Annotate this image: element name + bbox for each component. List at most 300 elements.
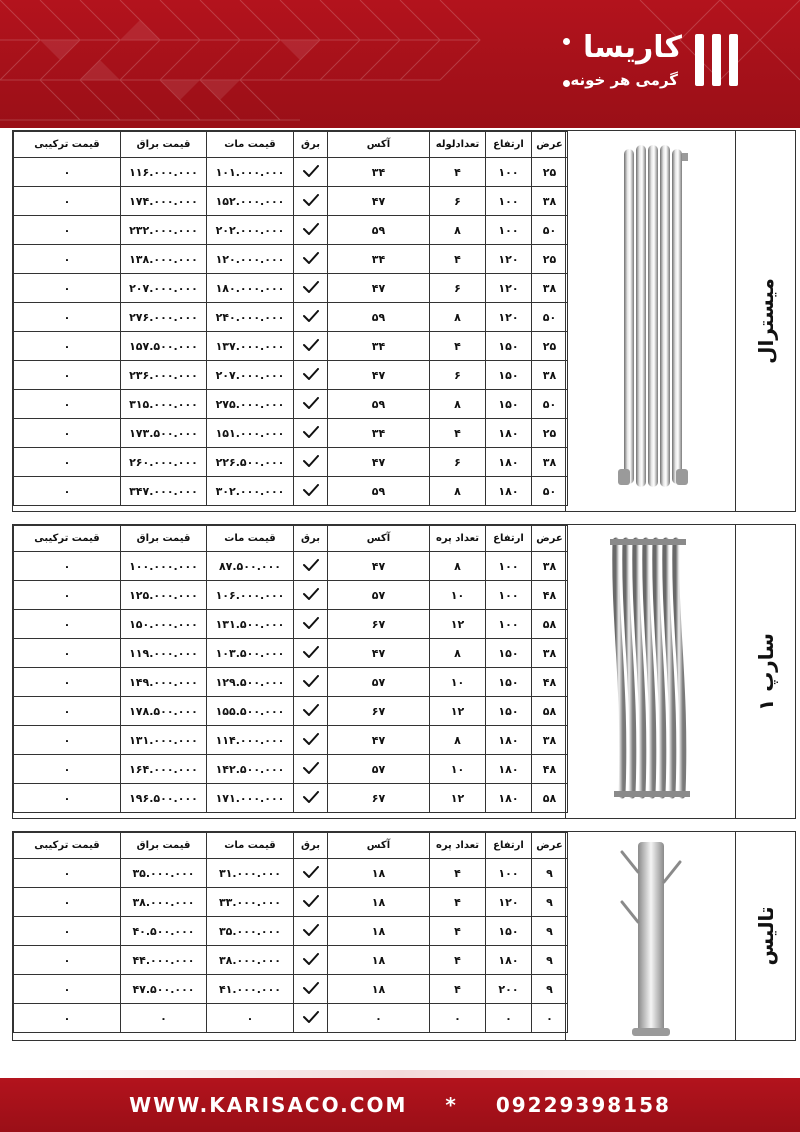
table-cell: ۱۸۰.۰۰۰.۰۰۰ [207,274,294,303]
table-row [14,448,568,477]
table-cell: ۱۵۰ [486,639,532,668]
electric-cell [294,216,328,245]
product-name-cell [735,525,795,818]
table-cell: ۱۸ [328,917,430,946]
product-name: میسترال [753,278,778,364]
table-cell: ۱۰ [430,581,486,610]
electric-cell [294,303,328,332]
table-cell: ۲۰۲.۰۰۰.۰۰۰ [207,216,294,245]
price-table [13,131,568,506]
table-cell: ۱۰ [430,755,486,784]
table-cell: ۱۰۶.۰۰۰.۰۰۰ [207,581,294,610]
table-cell: ۱۲۵.۰۰۰.۰۰۰ [121,581,207,610]
table-cell: ۴۸ [532,581,568,610]
electric-cell [294,859,328,888]
electric-cell [294,552,328,581]
price-table-wrapper [13,525,567,818]
table-cell: ۰ [14,216,121,245]
table-cell: ۳۴ [328,245,430,274]
table-cell: ۴۷ [328,361,430,390]
price-table-wrapper [13,131,567,511]
table-cell: ۱۵۷.۵۰۰.۰۰۰ [121,332,207,361]
table-cell: ۱۲۰.۰۰۰.۰۰۰ [207,245,294,274]
column-header: قیمت ترکیبی [14,526,121,552]
table-cell: ۰ [14,245,121,274]
table-cell: ۱۵۵.۵۰۰.۰۰۰ [207,697,294,726]
table-cell: ۶ [430,361,486,390]
column-header: قیمت ترکیبی [14,132,121,158]
table-cell: ۱۰۰ [486,859,532,888]
check-icon [303,339,319,351]
table-cell: ۸ [430,477,486,506]
table-cell: ۱۸۰ [486,419,532,448]
footer-divider [0,1070,800,1078]
table-cell: ۱۰۰ [486,216,532,245]
electric-cell [294,697,328,726]
logo-name: کاریسا [582,30,682,65]
separator-star: * [445,1093,458,1117]
check-icon [303,953,319,965]
table-cell: ۳۵.۰۰۰.۰۰۰ [207,917,294,946]
table-row [14,361,568,390]
electric-cell [294,610,328,639]
table-row [14,552,568,581]
table-row [14,639,568,668]
table-cell: ۴ [430,975,486,1004]
table-row [14,917,568,946]
table-cell: ۱۶۴.۰۰۰.۰۰۰ [121,755,207,784]
table-cell: ۲۷۶.۰۰۰.۰۰۰ [121,303,207,332]
table-cell: ۱۱۴.۰۰۰.۰۰۰ [207,726,294,755]
table-cell: ۵۰ [532,303,568,332]
table-cell: ۵۷ [328,581,430,610]
check-icon [303,1011,319,1023]
electric-cell [294,332,328,361]
table-cell: ۱۵۱.۰۰۰.۰۰۰ [207,419,294,448]
table-cell: ۱۲ [430,697,486,726]
table-row [14,245,568,274]
electric-cell [294,668,328,697]
table-cell: ۲۵ [532,419,568,448]
radiator-wave-image [566,525,736,818]
table-cell: ۰ [14,888,121,917]
table-row [14,390,568,419]
table-cell: ۱۰۱.۰۰۰.۰۰۰ [207,158,294,187]
table-cell: ۳۸ [532,448,568,477]
table-row [14,216,568,245]
electric-cell [294,361,328,390]
table-cell: ۳۸ [532,187,568,216]
electric-cell [294,448,328,477]
table-cell: ۱۳۷.۰۰۰.۰۰۰ [207,332,294,361]
table-cell: ۶۷ [328,784,430,813]
table-cell: ۱۵۲.۰۰۰.۰۰۰ [207,187,294,216]
table-cell: ۱۰۰ [486,552,532,581]
table-cell: ۲۴۰.۰۰۰.۰۰۰ [207,303,294,332]
column-header: آکس [328,526,430,552]
table-cell: ۴۷ [328,187,430,216]
table-cell: ۰ [14,390,121,419]
electric-cell [294,639,328,668]
check-icon [303,368,319,380]
table-cell: ۰ [14,552,121,581]
table-row [14,581,568,610]
table-cell: ۱۸۰ [486,477,532,506]
column-header: قیمت مات [207,526,294,552]
table-cell: ۴۱.۰۰۰.۰۰۰ [207,975,294,1004]
table-cell: ۱۵۰ [486,668,532,697]
table-cell: ۱۳۸.۰۰۰.۰۰۰ [121,245,207,274]
table-row [14,946,568,975]
check-icon [303,617,319,629]
table-cell: ۱۸ [328,888,430,917]
table-cell: ۱۰۰ [486,158,532,187]
check-icon [303,223,319,235]
table-cell: ۰ [14,581,121,610]
table-cell: ۱۸ [328,946,430,975]
column-header: عرض [532,833,568,859]
table-row [14,859,568,888]
table-cell: ۹ [532,975,568,1004]
table-cell: ۶ [430,187,486,216]
table-row [14,303,568,332]
phone-number[interactable]: 09229398158 [495,1093,671,1117]
table-cell: ۸ [430,216,486,245]
table-cell: ۰ [486,1004,532,1033]
check-icon [303,397,319,409]
table-cell: ۱۵۰.۰۰۰.۰۰۰ [121,610,207,639]
table-cell: ۹ [532,917,568,946]
radiator-column-image [566,832,736,1040]
table-cell: ۰ [14,158,121,187]
logo-tagline: گرمی هر خونه [570,71,678,89]
table-cell: ۴۰.۵۰۰.۰۰۰ [121,917,207,946]
electric-cell [294,784,328,813]
table-cell: ۰ [14,332,121,361]
table-cell: ۱۲۰ [486,274,532,303]
table-cell: ۰ [14,1004,121,1033]
table-cell: ۶ [430,274,486,303]
table-cell: ۱۱۹.۰۰۰.۰۰۰ [121,639,207,668]
table-cell: ۵۸ [532,610,568,639]
table-cell: ۵۸ [532,697,568,726]
table-row [14,726,568,755]
table-cell: ۰ [14,639,121,668]
table-header-row [14,526,568,552]
electric-cell [294,888,328,917]
table-cell: ۱۲۰ [486,245,532,274]
table-cell: ۰ [14,274,121,303]
table-cell: ۱۸۰ [486,755,532,784]
table-cell: ۱۳۱.۵۰۰.۰۰۰ [207,610,294,639]
electric-cell [294,1004,328,1033]
table-cell: ۹ [532,888,568,917]
table-cell: ۶۷ [328,610,430,639]
table-cell: ۰ [14,610,121,639]
table-cell: ۳۰۲.۰۰۰.۰۰۰ [207,477,294,506]
table-cell: ۰ [14,946,121,975]
column-header: قیمت براق [121,526,207,552]
table-cell: ۰ [121,1004,207,1033]
check-icon [303,194,319,206]
product-section-sarp [12,524,796,819]
table-row [14,755,568,784]
table-cell: ۴۷ [328,639,430,668]
check-icon [303,675,319,687]
electric-cell [294,390,328,419]
table-cell: ۱۵۰ [486,332,532,361]
table-cell: ۱۷۸.۵۰۰.۰۰۰ [121,697,207,726]
column-header: برق [294,526,328,552]
column-header: ارتفاع [486,526,532,552]
table-cell: ۱۷۳.۵۰۰.۰۰۰ [121,419,207,448]
electric-cell [294,726,328,755]
table-cell: ۱۰۳.۵۰۰.۰۰۰ [207,639,294,668]
column-header: تعداد پره [430,526,486,552]
table-cell: ۱۲۹.۵۰۰.۰۰۰ [207,668,294,697]
table-row [14,668,568,697]
check-icon [303,310,319,322]
table-cell: ۱۳۱.۰۰۰.۰۰۰ [121,726,207,755]
table-cell: ۰ [14,419,121,448]
column-header: قیمت مات [207,132,294,158]
column-header: قیمت براق [121,833,207,859]
table-row [14,784,568,813]
table-cell: ۳۴ [328,332,430,361]
column-header: آکس [328,833,430,859]
footer-banner [0,1078,800,1132]
table-cell: ۱۵۰ [486,361,532,390]
table-cell: ۳۴ [328,419,430,448]
table-cell: ۱۱۶.۰۰۰.۰۰۰ [121,158,207,187]
column-header: برق [294,833,328,859]
table-cell: ۰ [532,1004,568,1033]
table-cell: ۰ [207,1004,294,1033]
header-banner [0,0,800,128]
electric-cell [294,917,328,946]
product-image-cell [565,131,735,511]
table-cell: ۴ [430,332,486,361]
electric-cell [294,946,328,975]
radiator-tube-image [566,131,736,511]
table-cell: ۱۰۰ [486,187,532,216]
website-link[interactable]: WWW.KARISACO.COM [129,1093,408,1117]
price-table [13,832,568,1033]
table-cell: ۵۹ [328,303,430,332]
table-cell: ۳۴ [328,158,430,187]
table-cell: ۴ [430,158,486,187]
table-cell: ۲۵ [532,158,568,187]
table-cell: ۲۵ [532,332,568,361]
brand-logo [558,30,738,92]
table-cell: ۴ [430,917,486,946]
check-icon [303,252,319,264]
table-cell: ۳۸ [532,274,568,303]
electric-cell [294,477,328,506]
table-cell: ۰ [14,303,121,332]
product-image-cell [565,832,735,1040]
table-cell: ۱۸۰ [486,726,532,755]
check-icon [303,924,319,936]
table-cell: ۲۵ [532,245,568,274]
table-cell: ۸ [430,303,486,332]
product-name-cell [735,832,795,1040]
table-cell: ۱۷۱.۰۰۰.۰۰۰ [207,784,294,813]
check-icon [303,455,319,467]
product-section-mistral [12,130,796,512]
table-cell: ۳۴۷.۰۰۰.۰۰۰ [121,477,207,506]
table-cell: ۰ [430,1004,486,1033]
table-row [14,332,568,361]
check-icon [303,791,319,803]
table-cell: ۰ [14,361,121,390]
table-cell: ۲۷۵.۰۰۰.۰۰۰ [207,390,294,419]
electric-cell [294,187,328,216]
table-cell: ۳۱۵.۰۰۰.۰۰۰ [121,390,207,419]
table-cell: ۱۹۶.۵۰۰.۰۰۰ [121,784,207,813]
table-cell: ۱۲۰ [486,303,532,332]
logo-bars-icon [692,34,738,86]
column-header: ارتفاع [486,132,532,158]
table-cell: ۱۰۰.۰۰۰.۰۰۰ [121,552,207,581]
check-icon [303,982,319,994]
table-cell: ۳۸ [532,361,568,390]
column-header: ارتفاع [486,833,532,859]
check-icon [303,559,319,571]
table-cell: ۸ [430,390,486,419]
table-cell: ۰ [328,1004,430,1033]
table-cell: ۱۲۰ [486,888,532,917]
table-cell: ۰ [14,784,121,813]
table-cell: ۴ [430,245,486,274]
table-cell: ۱۸۰ [486,448,532,477]
table-cell: ۵۹ [328,216,430,245]
table-cell: ۳۸ [532,552,568,581]
table-cell: ۰ [14,477,121,506]
table-cell: ۲۶۰.۰۰۰.۰۰۰ [121,448,207,477]
product-name-cell [735,131,795,511]
table-cell: ۳۱.۰۰۰.۰۰۰ [207,859,294,888]
table-row [14,477,568,506]
table-cell: ۲۰۷.۰۰۰.۰۰۰ [121,274,207,303]
table-cell: ۰ [14,187,121,216]
table-cell: ۵۰ [532,477,568,506]
product-name: سارپ ۱ [753,632,778,711]
electric-cell [294,581,328,610]
table-cell: ۳۵.۰۰۰.۰۰۰ [121,859,207,888]
column-header: عرض [532,526,568,552]
table-cell: ۶ [430,448,486,477]
table-cell: ۴۷ [328,726,430,755]
check-icon [303,762,319,774]
check-icon [303,426,319,438]
table-cell: ۰ [14,755,121,784]
logo-dot-icon [563,38,570,45]
table-cell: ۵۷ [328,668,430,697]
table-cell: ۹ [532,946,568,975]
table-header-row [14,833,568,859]
product-section-talis [12,831,796,1041]
table-cell: ۱۸۰ [486,784,532,813]
table-cell: ۸ [430,726,486,755]
table-cell: ۰ [14,917,121,946]
table-cell: ۲۳۲.۰۰۰.۰۰۰ [121,216,207,245]
electric-cell [294,975,328,1004]
table-row [14,274,568,303]
table-cell: ۱۲ [430,784,486,813]
check-icon [303,646,319,658]
electric-cell [294,158,328,187]
table-row [14,419,568,448]
table-cell: ۴۷ [328,552,430,581]
table-cell: ۸ [430,552,486,581]
table-cell: ۵۷ [328,755,430,784]
table-cell: ۰ [14,697,121,726]
table-row [14,158,568,187]
product-name: تالیس [753,906,778,966]
check-icon [303,704,319,716]
table-row [14,975,568,1004]
check-icon [303,165,319,177]
column-header: عرض [532,132,568,158]
table-cell: ۴۷ [328,448,430,477]
table-cell: ۴ [430,888,486,917]
table-cell: ۱۸ [328,975,430,1004]
table-cell: ۵۰ [532,390,568,419]
table-row [14,187,568,216]
electric-cell [294,245,328,274]
table-cell: ۰ [14,448,121,477]
table-cell: ۱۰۰ [486,581,532,610]
table-cell: ۳۳.۰۰۰.۰۰۰ [207,888,294,917]
table-cell: ۱۵۰ [486,917,532,946]
check-icon [303,733,319,745]
table-cell: ۲۰۰ [486,975,532,1004]
table-cell: ۱۷۴.۰۰۰.۰۰۰ [121,187,207,216]
table-cell: ۶۷ [328,697,430,726]
check-icon [303,866,319,878]
table-cell: ۱۰ [430,668,486,697]
table-cell: ۲۲۶.۵۰۰.۰۰۰ [207,448,294,477]
table-cell: ۴۷ [328,274,430,303]
table-cell: ۹ [532,859,568,888]
column-header: تعداد پره [430,833,486,859]
table-cell: ۱۴۹.۰۰۰.۰۰۰ [121,668,207,697]
table-cell: ۱۴۲.۵۰۰.۰۰۰ [207,755,294,784]
table-cell: ۱۲ [430,610,486,639]
column-header: آکس [328,132,430,158]
electric-cell [294,755,328,784]
table-cell: ۰ [14,859,121,888]
price-table [13,525,568,813]
table-cell: ۳۸ [532,726,568,755]
table-cell: ۱۰۰ [486,610,532,639]
column-header: برق [294,132,328,158]
table-cell: ۴ [430,946,486,975]
electric-cell [294,419,328,448]
table-cell: ۵۹ [328,477,430,506]
table-cell: ۰ [14,726,121,755]
table-cell: ۱۸۰ [486,946,532,975]
table-cell: ۴۸ [532,755,568,784]
column-header: قیمت مات [207,833,294,859]
check-icon [303,588,319,600]
table-cell: ۰ [14,975,121,1004]
table-cell: ۸ [430,639,486,668]
price-table-wrapper [13,832,567,1040]
table-row [14,610,568,639]
table-cell: ۲۰۷.۰۰۰.۰۰۰ [207,361,294,390]
